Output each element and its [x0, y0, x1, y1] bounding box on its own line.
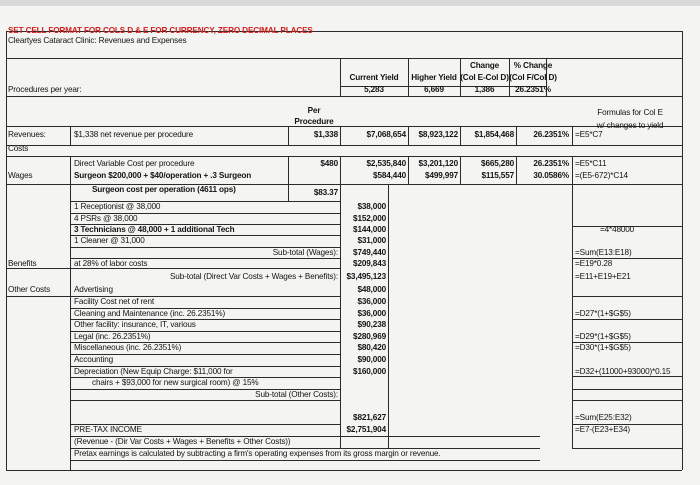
revenue-desc: $1,338 net revenue per procedure	[74, 130, 194, 139]
dvc-pct: 26.2351%	[533, 159, 569, 168]
benefits-label: Benefits	[8, 259, 37, 268]
subtotal-other-label: Sub-total (Other Costs):	[255, 390, 338, 399]
col-change-subheader: (Col E-Col D)	[460, 73, 509, 82]
otherfac-desc: Other facility: insurance, IT, various	[74, 320, 196, 329]
revenue-change: $1,854,468	[474, 130, 514, 139]
dvc-desc: Direct Variable Cost per procedure	[74, 159, 195, 168]
subtotal-dvc-val: $3,495,123	[346, 272, 386, 281]
revenue-current: $7,068,654	[366, 130, 406, 139]
receptionist-val: $38,000	[357, 202, 386, 211]
subtotal-dvc-formula: =E11+E19+E21	[575, 272, 631, 281]
subtotal-wages-formula: =Sum(E13:E18)	[575, 248, 632, 257]
cleaning-val: $36,000	[357, 309, 386, 318]
procedure-header: Procedure	[294, 117, 334, 126]
accounting-desc: Accounting	[74, 355, 114, 364]
grid-line	[6, 58, 682, 59]
revenue-higher: $8,923,122	[418, 130, 458, 139]
dvc-per: $480	[320, 159, 338, 168]
cleaner-val: $31,000	[357, 236, 386, 245]
revenue-pct: 26.2351%	[533, 130, 569, 139]
grid-line	[572, 448, 682, 449]
legal-desc: Legal (inc. 26.2351%)	[74, 332, 151, 341]
revenue-per: $1,338	[313, 130, 338, 139]
dvc-formula: =E5*C11	[575, 159, 607, 168]
cleaner-desc: 1 Cleaner @ 31,000	[74, 236, 145, 245]
otherfac-val: $90,238	[357, 320, 386, 329]
pretax-note: Pretax earnings is calculated by subtracting a firm's operating expenses from its gross margin or revenue.	[74, 449, 441, 458]
benefits-desc: at 28% of labor costs	[74, 259, 148, 268]
pretax-label: PRE-TAX INCOME	[74, 425, 142, 434]
grid-line	[572, 296, 682, 297]
legal-formula: =D29*(1+$G$5)	[575, 332, 631, 341]
misc-val: $80,420	[357, 343, 386, 352]
grid-line	[6, 268, 340, 269]
grid-line	[70, 126, 71, 145]
tech-formula: =4*48000	[600, 225, 635, 234]
dvc-change: $665,280	[481, 159, 514, 168]
grid-line	[572, 184, 573, 448]
grid-line	[6, 296, 340, 297]
costs-label: Costs	[8, 144, 29, 153]
subtotal-other-formula: =Sum(E25:E32)	[575, 413, 632, 422]
grid-line	[572, 389, 682, 390]
depr-desc-2: chairs + $93,000 for new surgical room) @ 15%	[92, 378, 259, 387]
subtotal-wages-label: Sub-total (Wages):	[272, 248, 338, 257]
cleaning-desc: Cleaning and Maintenance (inc. 26.2351%)	[74, 309, 226, 318]
surgeon-desc: Surgeon $200,000 + $40/operation + .3 Surgeon	[74, 171, 252, 180]
facility-desc: Facility Cost net of rent	[74, 297, 154, 306]
depr-desc: Depreciation (New Equip Charge: $11,000 for	[74, 367, 233, 376]
per-header: Per	[307, 106, 321, 115]
grid-line	[6, 156, 682, 157]
grid-line	[572, 400, 682, 401]
surgeon-higher: $499,997	[425, 171, 458, 180]
grid-line	[572, 156, 573, 184]
cleaning-formula: =D27*(1+$G$5)	[575, 309, 631, 318]
dvc-current: $2,535,840	[366, 159, 406, 168]
grid-line	[70, 436, 71, 470]
receptionist-desc: 1 Receptionist @ 38,000	[74, 202, 161, 211]
procedures-higher: 6,669	[424, 85, 444, 94]
company-title: Cleartyes Cataract Clinic: Revenues and Expenses	[8, 36, 187, 45]
grid-line	[6, 470, 682, 471]
pretax-desc: (Revenue - (Dir Var Costs + Wages + Benefits + Other Costs))	[74, 437, 291, 446]
depr-val: $160,000	[353, 367, 386, 376]
legal-val: $280,969	[353, 332, 386, 341]
revenue-formula: =E5*C7	[575, 130, 603, 139]
subtotal-dvc-label: Sub-total (Direct Var Costs + Wages + Benefits):	[170, 272, 338, 281]
grid-line	[70, 400, 340, 401]
subtotal-other-val: $821,627	[353, 413, 386, 422]
advertising-desc: Advertising	[74, 285, 113, 294]
revenues-label: Revenues:	[8, 130, 46, 139]
format-instruction: SET CELL FORMAT FOR COLS D & E FOR CURRENCY, ZERO DECIMAL PLACES	[8, 26, 313, 35]
psrs-desc: 4 PSRs @ 38,000	[74, 214, 138, 223]
grid-line	[682, 31, 683, 470]
tech-val: $144,000	[353, 225, 386, 234]
benefits-formula: =E19*0.28	[575, 259, 613, 268]
formulas-subheader: w/ changes to yield	[596, 121, 664, 130]
subtotal-wages-val: $749,440	[353, 248, 386, 257]
surgeon-current: $584,440	[373, 171, 406, 180]
procedures-label: Procedures per year:	[8, 85, 82, 94]
surgeon-change: $115,557	[481, 171, 514, 180]
misc-formula: =D30*(1+$G$5)	[575, 343, 631, 352]
psrs-val: $152,000	[353, 214, 386, 223]
grid-line	[6, 145, 682, 146]
depr-formula: =D32+(11000+93000)*0.15	[575, 367, 671, 376]
grid-line	[572, 319, 682, 320]
sco-per: $83.37	[313, 188, 338, 197]
misc-desc: Miscellaneous (inc. 26.2351%)	[74, 343, 182, 352]
grid-line	[6, 96, 682, 97]
procedures-current: 5,283	[364, 85, 384, 94]
procedures-change: 1,386	[474, 85, 495, 94]
formulas-header: Formulas for Col E	[597, 108, 663, 117]
col-pct-header: % Change	[513, 61, 553, 70]
surgeon-formula: =(E5-672)*C14	[575, 171, 628, 180]
col-pct-subheader: (Col F/Col D)	[509, 73, 557, 82]
grid-line	[572, 126, 573, 145]
pretax-val: $2,751,904	[346, 425, 386, 434]
facility-val: $36,000	[357, 297, 386, 306]
col-higher-header: Higher Yield	[411, 73, 457, 82]
other-costs-label: Other Costs	[8, 285, 51, 294]
col-current-header: Current Yield	[349, 73, 399, 82]
advertising-val: $48,000	[357, 285, 386, 294]
top-edge	[0, 0, 700, 6]
tech-desc: 3 Technicians @ 48,000 + 1 additional Tech	[74, 225, 235, 234]
grid-line	[70, 460, 540, 461]
sco-desc: Surgeon cost per operation (4611 ops)	[92, 185, 236, 194]
grid-line	[388, 184, 389, 448]
dvc-higher: $3,201,120	[418, 159, 458, 168]
pretax-formula: =E7-(E23+E34)	[575, 425, 630, 434]
accounting-val: $90,000	[357, 355, 386, 364]
col-change-header: Change	[469, 61, 500, 70]
wages-label: Wages	[8, 171, 33, 180]
surgeon-pct: 30.0586%	[533, 171, 569, 180]
benefits-val: $209,843	[353, 259, 386, 268]
procedures-pct: 26.2351%	[515, 85, 551, 94]
